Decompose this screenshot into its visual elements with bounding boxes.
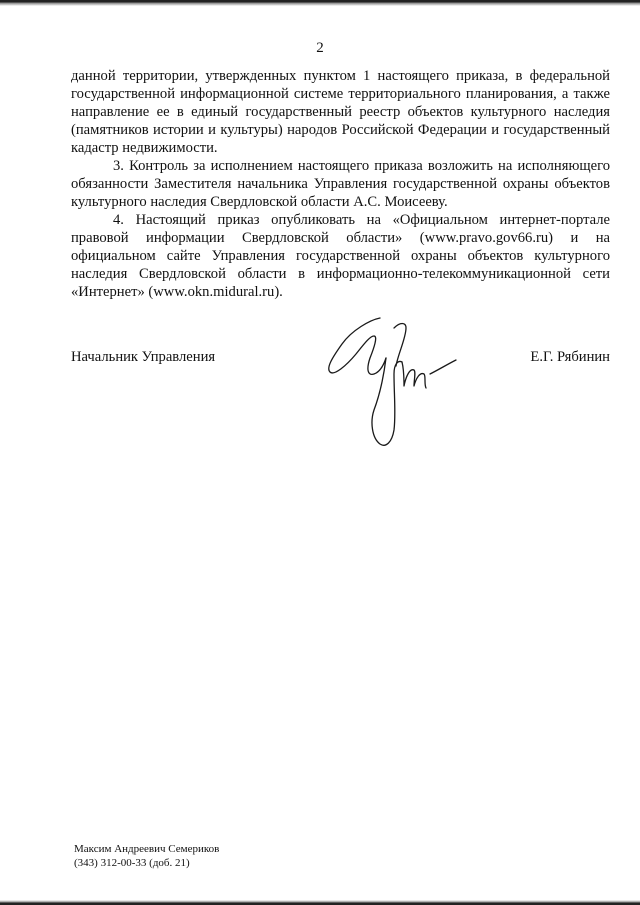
executor-phone: (343) 312-00-33 (доб. 21) <box>74 857 190 869</box>
scan-edge-bottom <box>0 900 640 905</box>
signatory-name: Е.Г. Рябинин <box>530 349 610 365</box>
handwritten-signature <box>322 314 462 450</box>
scan-edge-top <box>0 0 640 6</box>
signatory-title: Начальник Управления <box>71 349 216 365</box>
executor-name: Максим Андреевич Семериков <box>74 843 220 855</box>
paragraph-item-4: 4. Настоящий приказ опубликовать на «Официальном интернет-портале правовой информации Свердловской области» (www.pravo.gov66.ru) и на официальном сайте Управления государственной охраны объектов культурного наследия Свердловской области в информационно-телекоммуникационной сети «Интернет» (www.okn.midural.ru). <box>71 212 610 300</box>
page-number: 2 <box>316 40 324 56</box>
executor-info <box>74 842 219 870</box>
paragraph-continuation: данной территории, утвержденных пунктом 1 настоящего приказа, в федеральной государственной информационной системе территориального планирования, а также направление ее в единый государственный реестр объектов культурного наследия (памятников истории и культуры) народов Российской Федерации и государственный кадастр недвижимости. <box>71 68 610 156</box>
document-body <box>71 67 610 301</box>
paragraph-item-3: 3. Контроль за исполнением настоящего приказа возложить на исполняющего обязанности Заместителя начальника Управления государственной охраны объектов культурного наследия Свердловской области А.С. Моисееву. <box>71 158 610 210</box>
